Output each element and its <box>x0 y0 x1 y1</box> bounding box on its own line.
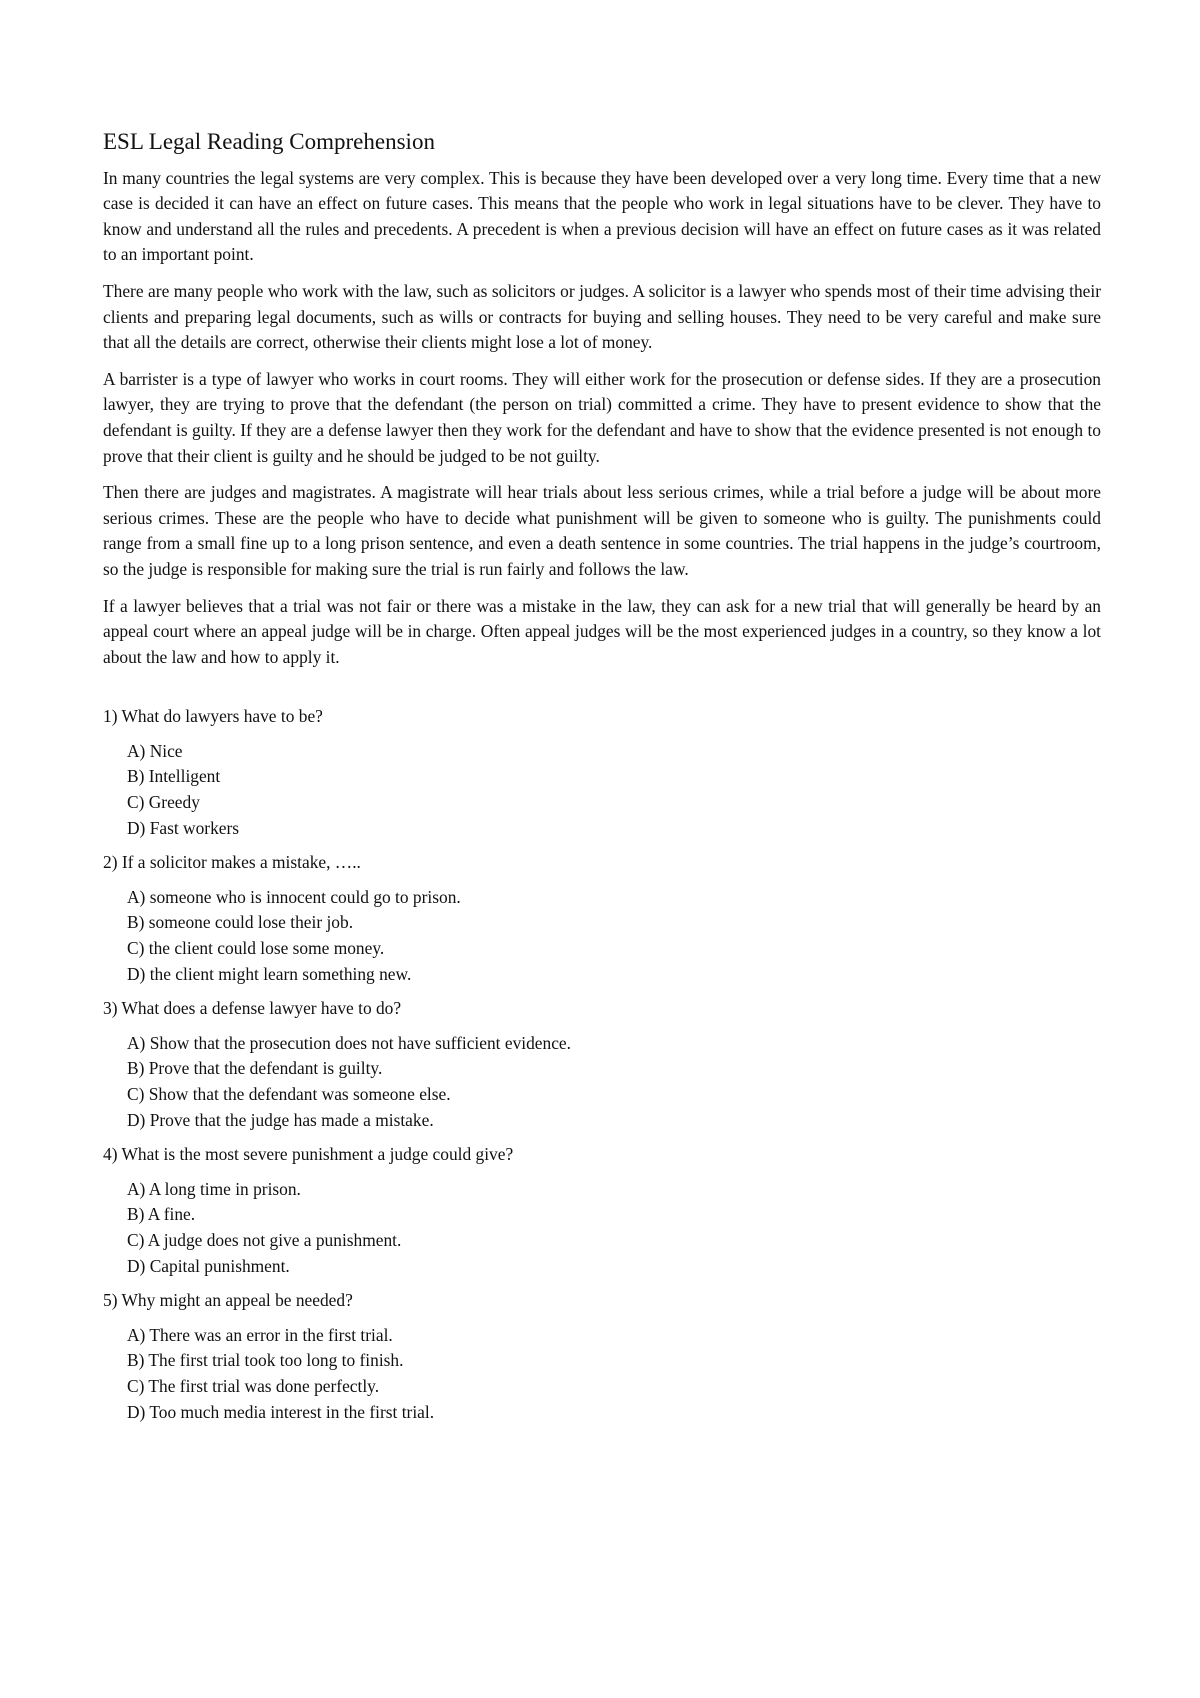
question-5 <box>103 1288 1101 1425</box>
passage-paragraph-5: If a lawyer believes that a trial was not fair or there was a mistake in the law, they can ask for a new trial that will generally be heard by an appeal court where an appeal judge will be in charge. Often appeal judges will be the most experienced judges in a country, so they know a lot about the law and how to apply it. <box>103 595 1101 667</box>
answer-options <box>103 885 1101 987</box>
answer-options <box>103 1177 1101 1279</box>
question-4 <box>103 1142 1101 1279</box>
answer-options <box>103 1031 1101 1133</box>
question-2 <box>103 850 1101 987</box>
answer-option-b: B) Prove that the defendant is guilty. <box>127 1058 383 1079</box>
question-3 <box>103 996 1101 1133</box>
answer-option-a: A) Show that the prosecution does not have sufficient evidence. <box>127 1032 571 1053</box>
question-text: 2) If a solicitor makes a mistake, ….. <box>103 852 361 873</box>
question-list <box>103 704 1101 1425</box>
answer-option-c: C) the client could lose some money. <box>127 938 385 959</box>
answer-option-c: C) A judge does not give a punishment. <box>127 1229 402 1250</box>
answer-option-a: A) Nice <box>127 740 183 761</box>
reading-passage <box>103 166 1101 671</box>
answer-options <box>103 739 1101 841</box>
answer-option-b: B) A fine. <box>127 1204 196 1225</box>
answer-option-b: B) The first trial took too long to finish. <box>127 1350 404 1371</box>
answer-option-b: B) Intelligent <box>127 766 221 787</box>
answer-option-a: A) There was an error in the first trial. <box>127 1324 393 1345</box>
question-text: 4) What is the most severe punishment a judge could give? <box>103 1144 514 1165</box>
passage-paragraph-1: In many countries the legal systems are very complex. This is because they have been developed over a very long time. Every time that a new case is decided it can have an effect on future cases. This means that the people who work in legal situations have to be clever. They have to know and understand all the rules and precedents. A precedent is when a previous decision will have an effect on future cases as it was related to an important point. <box>103 167 1101 265</box>
passage-paragraph-2: There are many people who work with the law, such as solicitors or judges. A solicitor is a lawyer who spends most of their time advising their clients and preparing legal documents, such as wills or contracts for buying and selling houses. They need to be very careful and make sure that all the details are correct, otherwise their clients might lose a lot of money. <box>103 280 1101 353</box>
document-title: ESL Legal Reading Comprehension <box>103 129 435 154</box>
answer-option-a: A) someone who is innocent could go to prison. <box>127 886 461 907</box>
question-1 <box>103 704 1101 841</box>
question-text: 1) What do lawyers have to be? <box>103 706 323 727</box>
answer-option-c: C) Greedy <box>127 792 200 813</box>
question-text: 3) What does a defense lawyer have to do? <box>103 998 402 1019</box>
question-text: 5) Why might an appeal be needed? <box>103 1290 353 1311</box>
answer-option-c: C) Show that the defendant was someone else. <box>127 1084 451 1104</box>
document-page <box>103 128 1101 1434</box>
passage-paragraph-4: Then there are judges and magistrates. A magistrate will hear trials about less serious crimes, while a trial before a judge will be about more serious crimes. These are the people who have to decide what punishment will be given to someone who is guilty. The punishments could range from a small fine up to a long prison sentence, and even a death sentence in some countries. The trial happens in the judge’s courtroom, so the judge is responsible for making sure the trial is run fairly and follows the law. <box>103 482 1101 579</box>
answer-option-d: D) Capital punishment. <box>127 1255 290 1276</box>
answer-option-d: D) the client might learn something new. <box>127 963 412 984</box>
answer-option-d: D) Fast workers <box>127 817 240 838</box>
answer-option-a: A) A long time in prison. <box>127 1178 301 1199</box>
answer-option-d: D) Too much media interest in the first trial. <box>127 1401 435 1422</box>
answer-option-b: B) someone could lose their job. <box>127 912 354 933</box>
answer-option-c: C) The first trial was done perfectly. <box>127 1375 380 1396</box>
passage-paragraph-3: A barrister is a type of lawyer who works in court rooms. They will either work for the prosecution or defense sides. If they are a prosecution lawyer, they are trying to prove that the defendant (the person on trial) committed a crime. They have to present evidence to show that the defendant is guilty. If they are a defense lawyer then they work for the defendant and have to show that the evidence presented is not enough to prove that their client is guilty and he should be judged to be not guilty. <box>103 368 1101 466</box>
answer-option-d: D) Prove that the judge has made a mistake. <box>127 1109 434 1130</box>
answer-options <box>103 1323 1101 1425</box>
